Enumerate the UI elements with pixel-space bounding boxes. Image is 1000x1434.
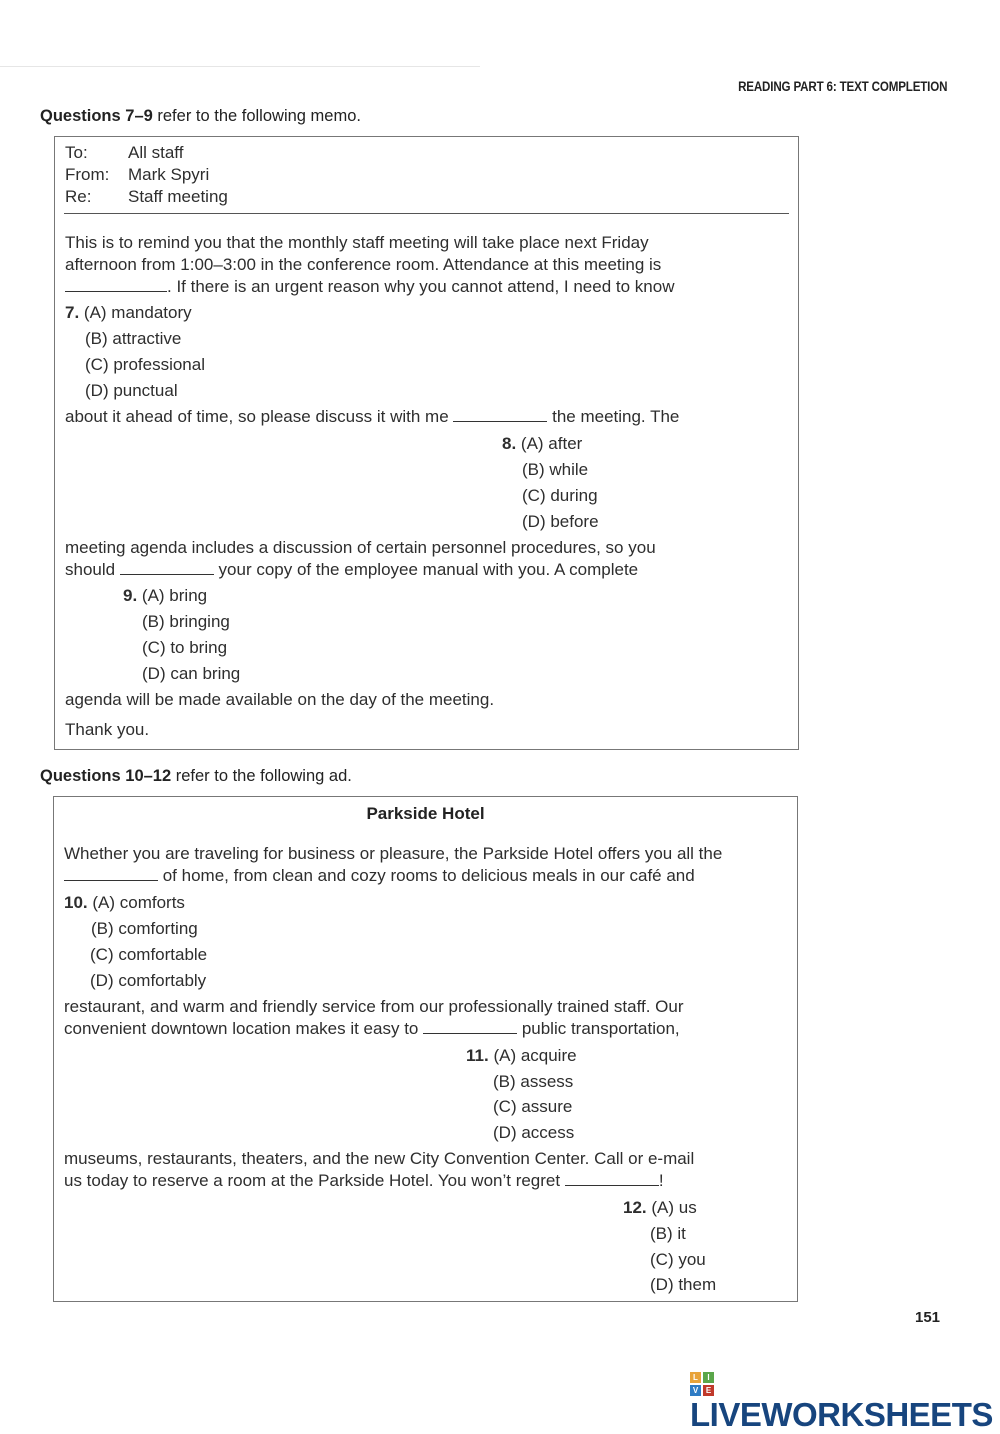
memo-line-3-text: . If there is an urgent reason why you cannot attend, I need to know — [167, 277, 675, 296]
q10-option-d[interactable]: (D) comfortably — [90, 971, 207, 990]
q7-option-b[interactable]: (B) attractive — [85, 329, 182, 348]
q12-option-a-text: (A) us — [651, 1198, 697, 1217]
memo-re-value: Staff meeting — [128, 187, 228, 206]
q8-option-a[interactable] — [502, 433, 582, 455]
memo-re-label: Re: — [65, 187, 92, 206]
memo-heading-bold: Questions 7–9 — [40, 107, 153, 125]
memo-line-2: afternoon from 1:00–3:00 in the conference room. Attendance at this meeting is — [65, 255, 662, 274]
memo-line-6-after: your copy of the employee manual with you. A complete — [213, 560, 639, 579]
q9-option-b[interactable]: (B) bringing — [142, 612, 230, 631]
liveworksheets-logo[interactable] — [690, 1372, 1000, 1434]
ad-line-2 — [64, 865, 695, 887]
q12-number: 12. — [623, 1198, 647, 1217]
answer-blank-12[interactable] — [565, 1171, 659, 1186]
ad-heading-bold: Questions 10–12 — [40, 767, 172, 785]
q8-option-b[interactable]: (B) while — [522, 460, 589, 479]
logo-letter-l: L — [690, 1372, 701, 1383]
memo-line-6 — [65, 559, 638, 581]
q7-option-a[interactable] — [65, 302, 192, 324]
memo-line-4-before: about it ahead of time, so please discuss it with me — [65, 407, 454, 426]
q8-option-a-text: (A) after — [520, 434, 583, 453]
q8-option-c[interactable]: (C) during — [522, 486, 598, 505]
q10-option-a[interactable] — [64, 892, 185, 914]
q8-option-d[interactable]: (D) before — [522, 512, 599, 531]
q12-option-d[interactable]: (D) them — [650, 1275, 717, 1294]
q8-number: 8. — [502, 434, 517, 453]
ad-line-6 — [64, 1170, 664, 1192]
q10-option-b[interactable]: (B) comforting — [91, 919, 198, 938]
q11-number: 11. — [466, 1046, 489, 1065]
answer-blank-11[interactable] — [423, 1019, 517, 1034]
memo-line-6-before: should — [65, 560, 120, 579]
memo-to-label: To: — [65, 143, 88, 162]
q9-option-a[interactable] — [123, 585, 207, 607]
q9-option-d[interactable]: (D) can bring — [142, 664, 241, 683]
answer-blank-8[interactable] — [453, 407, 547, 422]
memo-line-1: This is to remind you that the monthly staff meeting will take place next Friday — [65, 233, 649, 252]
memo-line-7: agenda will be made available on the day of the meeting. — [65, 690, 495, 709]
answer-blank-7[interactable] — [65, 277, 167, 292]
answer-blank-10[interactable] — [64, 866, 158, 881]
page-number: 151 — [915, 1309, 941, 1326]
q12-option-b[interactable]: (B) it — [650, 1224, 686, 1243]
q10-option-a-text: (A) comforts — [92, 893, 185, 912]
ad-line-4 — [64, 1018, 680, 1040]
logo-letter-v: V — [690, 1385, 701, 1396]
logo-letter-e: E — [703, 1385, 714, 1396]
memo-line-5: meeting agenda includes a discussion of certain personnel procedures, so you — [65, 538, 656, 557]
q7-number: 7. — [65, 303, 80, 322]
answer-blank-9[interactable] — [120, 560, 214, 575]
ad-line-3: restaurant, and warm and friendly service from our professionally trained staff. Our — [64, 997, 684, 1016]
memo-from-value: Mark Spyri — [128, 165, 210, 184]
memo-closing: Thank you. — [65, 720, 150, 739]
memo-header-rule — [64, 213, 789, 214]
q7-option-c[interactable]: (C) professional — [85, 355, 205, 374]
ad-line-6-before: us today to reserve a room at the Parkside Hotel. You won’t regret — [64, 1171, 565, 1190]
ad-title: Parkside Hotel — [366, 804, 485, 823]
q10-option-c[interactable]: (C) comfortable — [90, 945, 208, 964]
memo-line-4-after: the meeting. The — [547, 407, 680, 426]
q11-option-d[interactable]: (D) access — [493, 1123, 575, 1142]
q11-option-c[interactable]: (C) assure — [493, 1097, 573, 1116]
q7-option-d[interactable]: (D) punctual — [85, 381, 178, 400]
ad-line-2-text: of home, from clean and cozy rooms to delicious meals in our café and — [158, 866, 695, 885]
q11-option-b[interactable]: (B) assess — [493, 1072, 574, 1091]
ad-line-4-after: public transportation, — [517, 1019, 680, 1038]
ad-heading-rest: refer to the following ad. — [171, 767, 352, 785]
section-header: READING PART 6: TEXT COMPLETION — [737, 79, 947, 94]
q10-number: 10. — [64, 893, 88, 912]
q9-option-a-text: (A) bring — [141, 586, 208, 605]
q9-option-c[interactable]: (C) to bring — [142, 638, 228, 657]
ad-line-1: Whether you are traveling for business or pleasure, the Parkside Hotel offers you all the — [64, 844, 723, 863]
q9-number: 9. — [123, 586, 138, 605]
top-divider — [0, 66, 480, 67]
memo-heading-rest: refer to the following memo. — [152, 107, 361, 125]
logo-grid-icon — [690, 1372, 714, 1396]
ad-line-4-before: convenient downtown location makes it easy to — [64, 1019, 424, 1038]
memo-questions-heading — [40, 107, 361, 126]
ad-line-5: museums, restaurants, theaters, and the new City Convention Center. Call or e-mail — [64, 1149, 695, 1168]
q7-option-a-text: (A) mandatory — [83, 303, 192, 322]
brand-name: LIVEWORKSHEETS — [690, 1396, 993, 1433]
memo-line-3 — [65, 276, 675, 298]
q12-option-c[interactable]: (C) you — [650, 1250, 706, 1269]
ad-line-6-after: ! — [658, 1171, 664, 1190]
q11-option-a-text: (A) acquire — [493, 1046, 577, 1065]
memo-line-4 — [65, 406, 679, 428]
memo-to-value: All staff — [128, 143, 184, 162]
ad-questions-heading — [40, 767, 352, 786]
memo-from-label: From: — [65, 165, 110, 184]
logo-letter-i: I — [703, 1372, 714, 1383]
q12-option-a[interactable] — [623, 1197, 697, 1219]
q11-option-a[interactable] — [466, 1045, 577, 1067]
